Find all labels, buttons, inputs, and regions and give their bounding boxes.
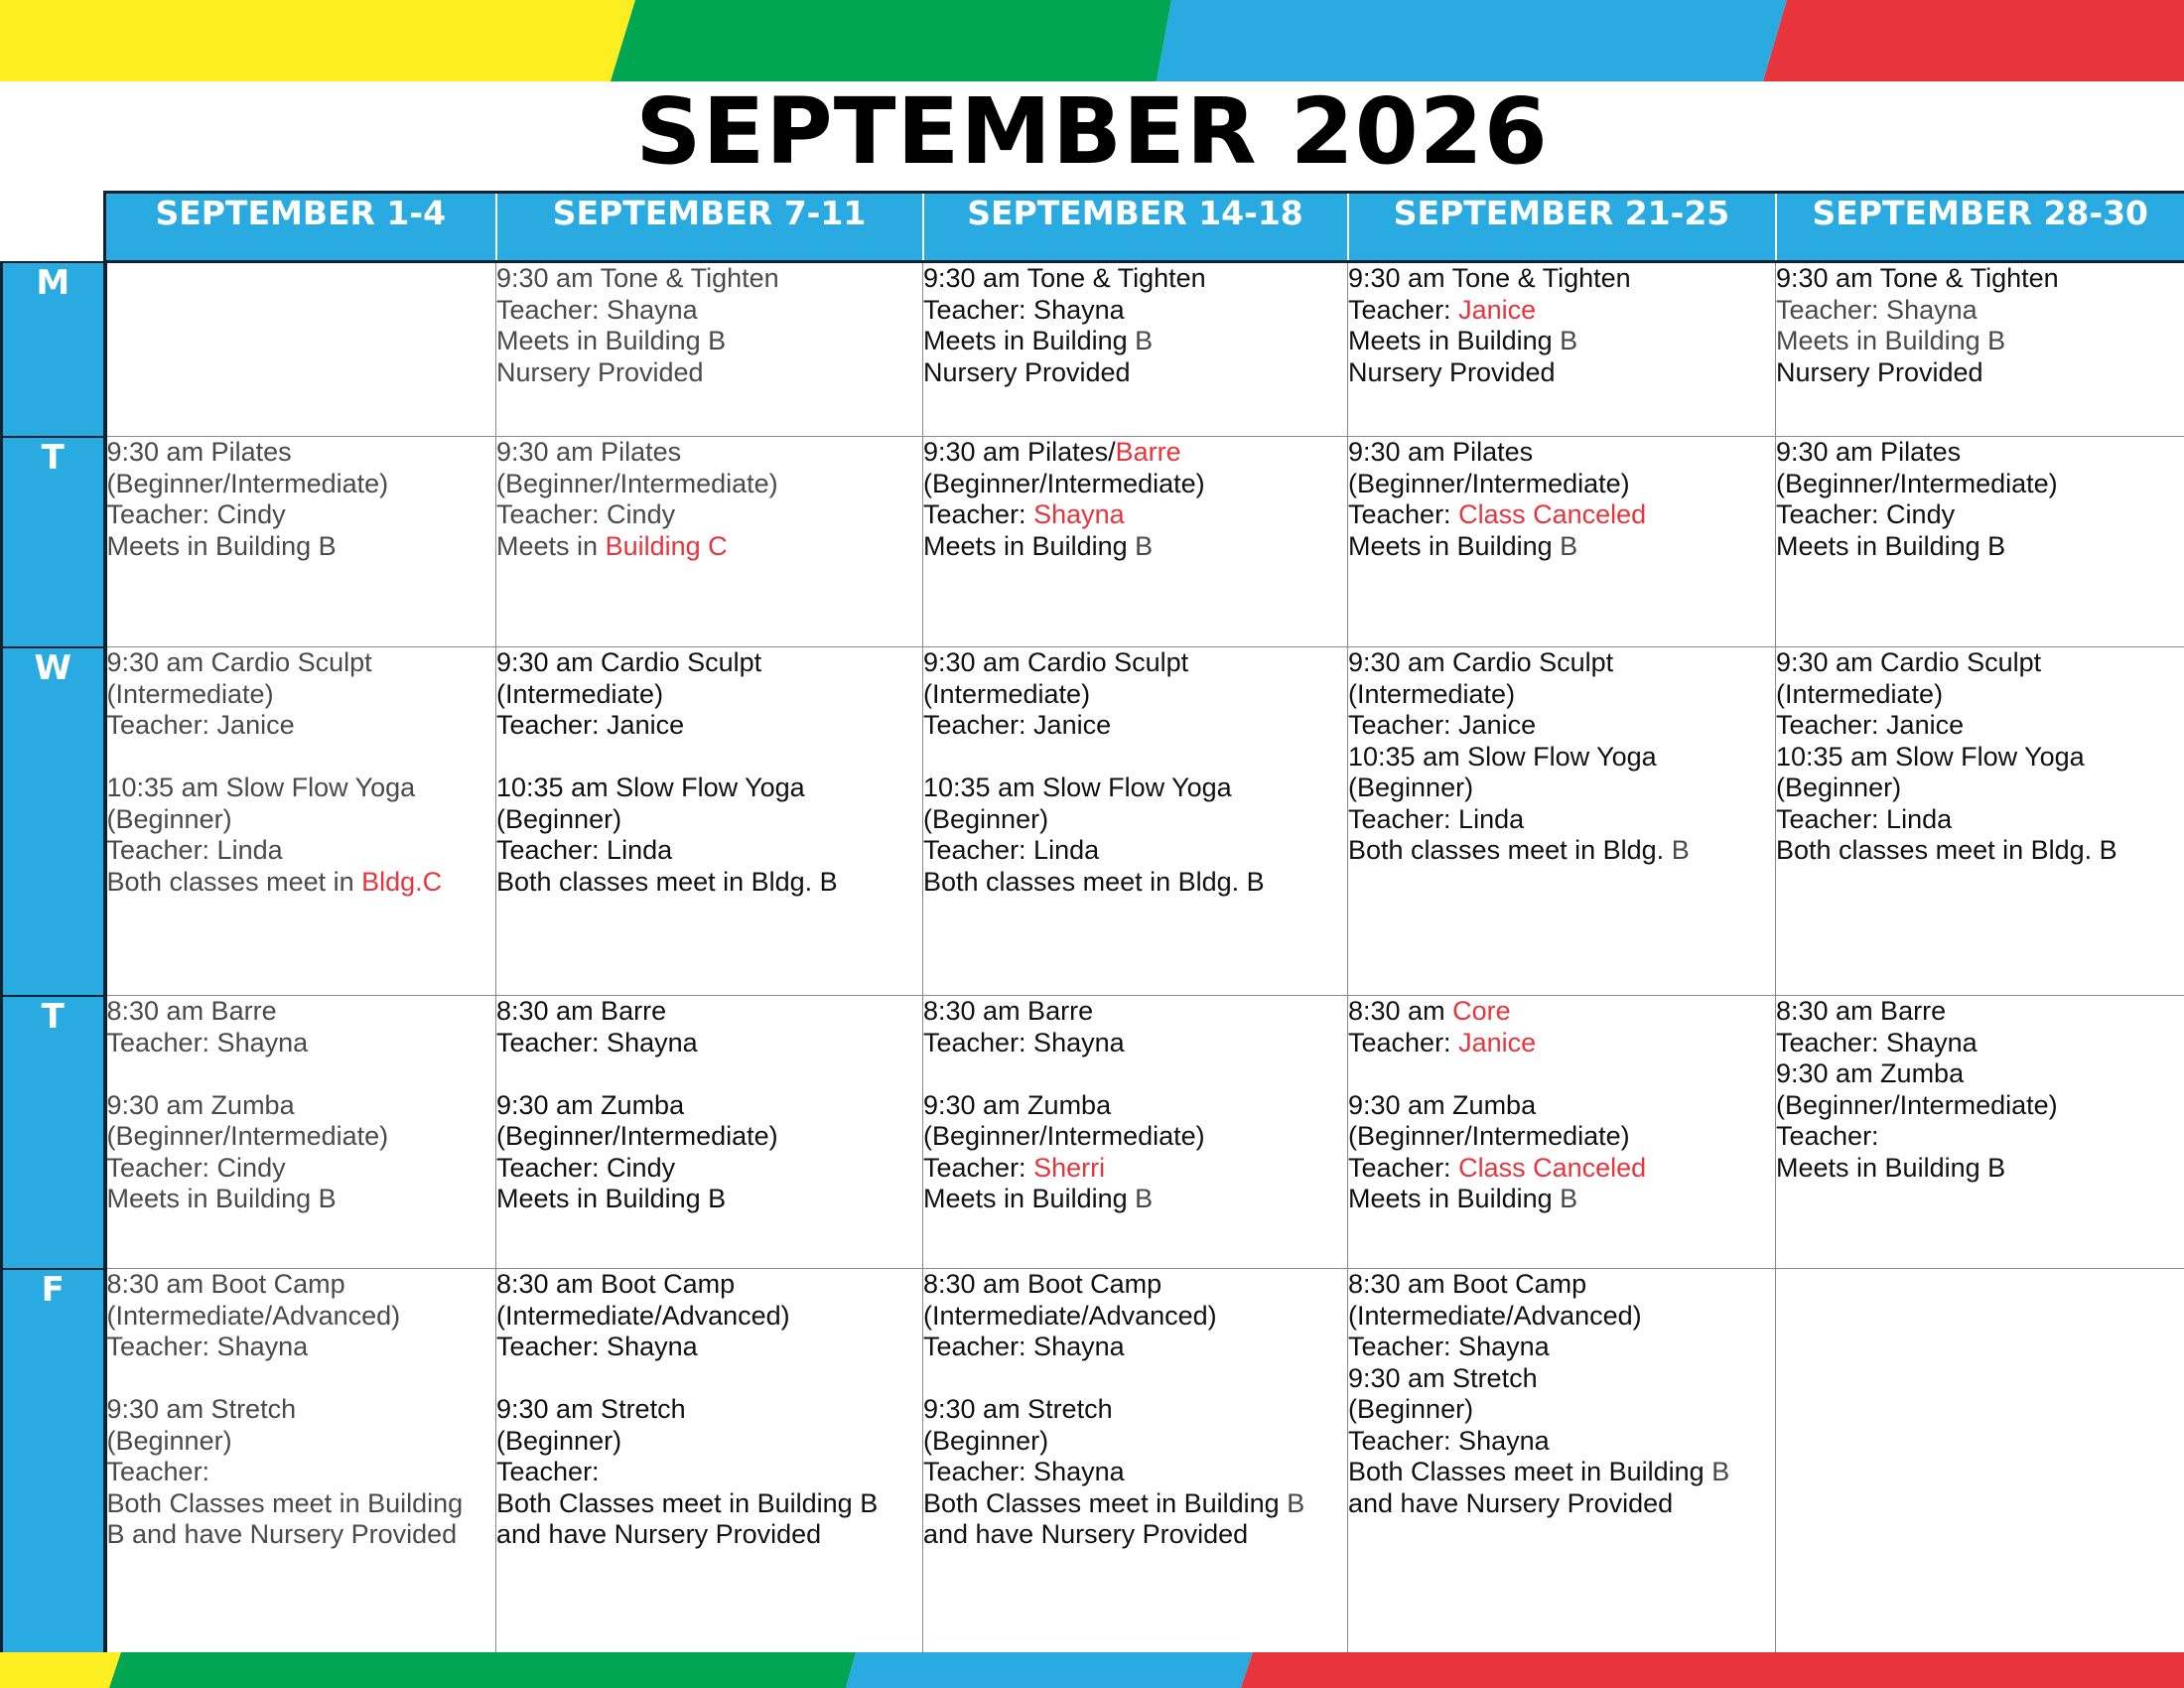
schedule-cell bbox=[1776, 647, 2184, 996]
teacher: Teacher: Shayna bbox=[1348, 1332, 1550, 1361]
teacher: Teacher: bbox=[496, 1457, 600, 1486]
teacher-label: Teacher: bbox=[1348, 1152, 1451, 1183]
level: (Intermediate) bbox=[1776, 678, 1944, 709]
spacer bbox=[923, 742, 1347, 774]
schedule-cell bbox=[923, 437, 1348, 647]
teacher bbox=[1348, 1153, 1775, 1185]
location-text: Meets in Building bbox=[1348, 530, 1553, 561]
teacher-label: Teacher: bbox=[1348, 499, 1451, 529]
teacher: Teacher: Shayna bbox=[496, 1027, 698, 1057]
location: Meets in Building B bbox=[106, 1184, 337, 1213]
schedule-cell bbox=[923, 647, 1348, 996]
level: (Beginner/Intermediate) bbox=[1776, 1089, 2058, 1120]
level: (Beginner) bbox=[106, 803, 232, 834]
level: (Beginner/Intermediate) bbox=[1776, 468, 2058, 498]
teacher: Teacher: Linda bbox=[106, 835, 283, 865]
location bbox=[1348, 835, 1775, 867]
spacer bbox=[107, 742, 496, 774]
teacher-change: Sherri bbox=[1033, 1152, 1106, 1183]
class-time: 9:30 am Zumba bbox=[1776, 1058, 1965, 1088]
teacher: Teacher: Linda bbox=[1776, 803, 1953, 834]
teacher bbox=[923, 1153, 1347, 1185]
class-time bbox=[1348, 996, 1775, 1028]
class-time: 9:30 am Zumba bbox=[1348, 1089, 1537, 1120]
class-time: 8:30 am Boot Camp bbox=[106, 1269, 345, 1299]
teacher: Teacher: Linda bbox=[923, 835, 1100, 865]
location: Both classes meet in Bldg. B bbox=[923, 866, 1265, 897]
location bbox=[1348, 326, 1775, 357]
day-row-monday bbox=[2, 262, 2184, 437]
teacher: Teacher: Shayna bbox=[1776, 1027, 1978, 1057]
location bbox=[107, 867, 496, 899]
schedule-cell bbox=[1348, 647, 1776, 996]
class-time: 9:30 am Stretch bbox=[496, 1394, 686, 1424]
class-time: 10:35 am Slow Flow Yoga bbox=[106, 773, 416, 802]
schedule-cell bbox=[496, 996, 923, 1269]
building-letter: B bbox=[1560, 530, 1578, 561]
level: (Intermediate) bbox=[923, 678, 1091, 709]
level: (Intermediate/Advanced) bbox=[496, 1300, 790, 1331]
teacher-label: Teacher: bbox=[1348, 294, 1451, 325]
teacher: Teacher: Cindy bbox=[1776, 499, 1956, 529]
schedule-cell bbox=[496, 262, 923, 437]
location: Meets in Building B bbox=[1776, 1152, 2006, 1183]
schedule-cell bbox=[496, 1269, 923, 1656]
class-time: 9:30 am Pilates bbox=[496, 437, 682, 467]
location: Meets in Building B bbox=[1776, 326, 2006, 355]
spacer bbox=[496, 742, 922, 774]
teacher: Teacher: Shayna bbox=[923, 1332, 1125, 1361]
spacer bbox=[107, 1363, 496, 1395]
week-header: SEPTEMBER 1-4 bbox=[105, 193, 496, 262]
level: (Beginner) bbox=[496, 803, 622, 834]
cancel-notice: Class Canceled bbox=[1458, 1152, 1647, 1183]
level: (Beginner) bbox=[496, 1425, 622, 1456]
teacher: Teacher: bbox=[1776, 1121, 1879, 1151]
class-time: 9:30 am Cardio Sculpt bbox=[923, 647, 1189, 677]
class-change: Barre bbox=[1115, 437, 1181, 467]
teacher-label: Teacher: bbox=[923, 499, 1026, 529]
location: Both classes meet in Bldg. B bbox=[496, 866, 838, 897]
teacher: Teacher: Janice bbox=[106, 710, 295, 740]
teacher: Teacher: Linda bbox=[1348, 803, 1525, 834]
teacher: Teacher: bbox=[106, 1457, 210, 1486]
location-text: Meets in bbox=[496, 530, 599, 561]
band-red bbox=[1241, 1652, 2184, 1688]
location: Meets in Building B bbox=[106, 530, 337, 561]
location bbox=[1348, 1184, 1775, 1215]
schedule-cell bbox=[105, 996, 496, 1269]
level: (Beginner) bbox=[923, 1425, 1049, 1456]
location bbox=[1348, 531, 1775, 563]
band-blue bbox=[846, 1652, 1253, 1688]
schedule-cell bbox=[1348, 437, 1776, 647]
schedule-cell bbox=[923, 1269, 1348, 1656]
note: Nursery Provided bbox=[496, 356, 704, 387]
schedule-cell bbox=[1776, 437, 2184, 647]
teacher-change: Janice bbox=[1458, 294, 1537, 325]
building-letter: B bbox=[1560, 1184, 1578, 1213]
teacher: Teacher: Janice bbox=[1776, 710, 1965, 740]
schedule-cell bbox=[496, 437, 923, 647]
class-time: 10:35 am Slow Flow Yoga bbox=[923, 773, 1232, 802]
class-time: 10:35 am Slow Flow Yoga bbox=[496, 773, 805, 802]
schedule-cell bbox=[105, 437, 496, 647]
teacher-change: Janice bbox=[1458, 1027, 1537, 1057]
day-label: T bbox=[2, 996, 105, 1269]
spacer bbox=[1348, 1058, 1775, 1090]
teacher: Teacher: Cindy bbox=[106, 1152, 286, 1183]
schedule-cell bbox=[1776, 996, 2184, 1269]
schedule-cell bbox=[1348, 1269, 1776, 1656]
level: (Beginner/Intermediate) bbox=[1348, 1121, 1630, 1151]
location bbox=[923, 531, 1347, 563]
location-text: Meets in Building bbox=[1348, 1184, 1553, 1213]
class-time: 9:30 am Cardio Sculpt bbox=[106, 647, 372, 677]
teacher: Teacher: Shayna bbox=[106, 1332, 309, 1361]
note: Nursery Provided bbox=[923, 356, 1131, 387]
class-time: 9:30 am Zumba bbox=[496, 1089, 685, 1120]
level: (Intermediate/Advanced) bbox=[923, 1300, 1217, 1331]
teacher: Teacher: Shayna bbox=[923, 1457, 1125, 1486]
class-time: 9:30 am Zumba bbox=[923, 1089, 1112, 1120]
day-label: M bbox=[2, 262, 105, 437]
teacher: Teacher: Shayna bbox=[496, 294, 698, 325]
location: Both Classes meet in Building bbox=[106, 1487, 464, 1518]
schedule-cell bbox=[496, 647, 923, 996]
location bbox=[923, 1184, 1347, 1215]
schedule-table bbox=[0, 191, 2184, 1656]
building-letter: B bbox=[1711, 1457, 1730, 1486]
class-time: 9:30 am Tone & Tighten bbox=[496, 263, 779, 293]
teacher: Teacher: Janice bbox=[923, 710, 1112, 740]
location-text: Meets in Building bbox=[923, 530, 1128, 561]
level: (Beginner/Intermediate) bbox=[923, 1121, 1205, 1151]
teacher: Teacher: Cindy bbox=[106, 499, 286, 529]
class-time: 8:30 am Barre bbox=[106, 996, 277, 1026]
schedule-cell-empty bbox=[1776, 1269, 2184, 1656]
class-time: 8:30 am Barre bbox=[496, 996, 667, 1026]
teacher bbox=[1348, 499, 1775, 531]
teacher: Teacher: Shayna bbox=[496, 1332, 698, 1361]
teacher: Teacher: Cindy bbox=[496, 499, 676, 529]
spacer bbox=[496, 1058, 922, 1090]
class-time: 9:30 am Stretch bbox=[1348, 1362, 1538, 1393]
schedule-cell bbox=[105, 647, 496, 996]
teacher bbox=[923, 499, 1347, 531]
location bbox=[496, 531, 922, 563]
level: (Intermediate/Advanced) bbox=[106, 1300, 401, 1331]
class-time-text: 9:30 am Pilates/ bbox=[923, 437, 1116, 467]
location: Meets in Building B bbox=[1776, 530, 2006, 561]
level: (Beginner/Intermediate) bbox=[496, 1121, 778, 1151]
teacher: Teacher: Janice bbox=[496, 710, 685, 740]
level: (Beginner) bbox=[1776, 773, 1902, 802]
class-time: 8:30 am Barre bbox=[923, 996, 1094, 1026]
location: and have Nursery Provided bbox=[496, 1519, 822, 1549]
level: (Beginner) bbox=[1348, 1394, 1474, 1424]
week-header-row bbox=[2, 193, 2184, 262]
class-time: 9:30 am Cardio Sculpt bbox=[1348, 647, 1614, 677]
band-yellow bbox=[0, 0, 635, 81]
day-row-wednesday bbox=[2, 647, 2184, 996]
location-change: Building C bbox=[605, 530, 728, 561]
note: Nursery Provided bbox=[1776, 356, 1983, 387]
band-green bbox=[611, 0, 1171, 81]
bottom-color-band bbox=[0, 1652, 2184, 1688]
teacher: Teacher: Shayna bbox=[1348, 1425, 1550, 1456]
schedule-cell-empty bbox=[105, 262, 496, 437]
location bbox=[923, 326, 1347, 357]
schedule-cell bbox=[923, 996, 1348, 1269]
location: Meets in Building B bbox=[496, 1184, 727, 1213]
location bbox=[923, 1488, 1347, 1520]
schedule-cell bbox=[1348, 996, 1776, 1269]
day-label: F bbox=[2, 1269, 105, 1656]
location-change: Bldg.C bbox=[361, 866, 443, 897]
location: Meets in Building B bbox=[496, 326, 727, 355]
class-time bbox=[923, 437, 1347, 469]
level: (Beginner/Intermediate) bbox=[1348, 468, 1630, 498]
location-text: Meets in Building bbox=[1348, 326, 1553, 355]
week-header: SEPTEMBER 28-30 bbox=[1776, 193, 2184, 262]
teacher: Teacher: Cindy bbox=[496, 1152, 676, 1183]
cancel-notice: Class Canceled bbox=[1458, 499, 1647, 529]
building-letter: B bbox=[1135, 530, 1154, 561]
location-text: Both classes meet in bbox=[106, 866, 354, 897]
spacer bbox=[107, 1058, 496, 1090]
class-time: 9:30 am Pilates bbox=[106, 437, 292, 467]
band-yellow bbox=[0, 1652, 121, 1688]
class-time: 9:30 am Cardio Sculpt bbox=[496, 647, 762, 677]
building-letter: B bbox=[1135, 326, 1154, 355]
location-text: Meets in Building bbox=[923, 1184, 1128, 1213]
schedule-cell bbox=[1776, 262, 2184, 437]
teacher: Teacher: Shayna bbox=[1776, 294, 1978, 325]
week-header: SEPTEMBER 14-18 bbox=[923, 193, 1348, 262]
band-green bbox=[109, 1652, 856, 1688]
band-blue bbox=[1157, 0, 1787, 81]
day-row-tuesday bbox=[2, 437, 2184, 647]
class-time: 10:35 am Slow Flow Yoga bbox=[1348, 741, 1657, 772]
level: (Beginner/Intermediate) bbox=[496, 468, 778, 498]
level: (Intermediate/Advanced) bbox=[1348, 1300, 1642, 1331]
location-text: Meets in Building bbox=[923, 326, 1128, 355]
class-time: 9:30 am Tone & Tighten bbox=[923, 263, 1206, 293]
class-time: 9:30 am Stretch bbox=[923, 1394, 1113, 1424]
building-letter: B bbox=[1560, 326, 1578, 355]
building-letter: B bbox=[1135, 1184, 1154, 1213]
teacher-label: Teacher: bbox=[1348, 1027, 1451, 1057]
level: (Beginner/Intermediate) bbox=[923, 468, 1205, 498]
band-red bbox=[1763, 0, 2184, 81]
teacher bbox=[1348, 295, 1775, 327]
building-letter: B bbox=[1287, 1487, 1305, 1518]
header-corner bbox=[2, 193, 105, 262]
teacher-change: Shayna bbox=[1033, 499, 1125, 529]
location: B and have Nursery Provided bbox=[106, 1519, 458, 1549]
class-time-text: 8:30 am bbox=[1348, 996, 1445, 1026]
building-letter: B bbox=[1671, 835, 1690, 865]
week-header: SEPTEMBER 21-25 bbox=[1348, 193, 1776, 262]
teacher: Teacher: Shayna bbox=[923, 1027, 1125, 1057]
day-label: W bbox=[2, 647, 105, 996]
schedule-cell bbox=[923, 262, 1348, 437]
teacher-label: Teacher: bbox=[923, 1152, 1026, 1183]
teacher: Teacher: Linda bbox=[496, 835, 673, 865]
class-time: 8:30 am Barre bbox=[1776, 996, 1947, 1026]
class-time: 9:30 am Tone & Tighten bbox=[1348, 263, 1631, 293]
class-time: 8:30 am Boot Camp bbox=[1348, 1269, 1587, 1299]
level: (Beginner/Intermediate) bbox=[106, 468, 389, 498]
level: (Beginner/Intermediate) bbox=[106, 1121, 389, 1151]
location bbox=[1348, 1457, 1775, 1488]
week-header: SEPTEMBER 7-11 bbox=[496, 193, 923, 262]
spacer bbox=[496, 1363, 922, 1395]
location: Both classes meet in Bldg. B bbox=[1776, 835, 2117, 865]
teacher bbox=[1348, 1028, 1775, 1059]
class-time: 9:30 am Stretch bbox=[106, 1394, 297, 1424]
class-time: 9:30 am Pilates bbox=[1776, 437, 1962, 467]
location: and have Nursery Provided bbox=[923, 1519, 1249, 1549]
teacher: Teacher: Janice bbox=[1348, 710, 1537, 740]
location-text: Both Classes meet in Building bbox=[1348, 1457, 1705, 1486]
level: (Intermediate) bbox=[496, 678, 664, 709]
page-title: SEPTEMBER 2026 bbox=[635, 78, 1549, 185]
day-row-friday bbox=[2, 1269, 2184, 1656]
day-row-thursday bbox=[2, 996, 2184, 1269]
spacer bbox=[923, 1058, 1347, 1090]
level: (Beginner) bbox=[106, 1425, 232, 1456]
class-change: Core bbox=[1452, 996, 1511, 1026]
level: (Intermediate) bbox=[106, 678, 274, 709]
level: (Intermediate) bbox=[1348, 678, 1516, 709]
location: Both Classes meet in Building B bbox=[496, 1487, 879, 1518]
class-time: 9:30 am Zumba bbox=[106, 1089, 295, 1120]
class-time: 8:30 am Boot Camp bbox=[496, 1269, 736, 1299]
location-text: Both classes meet in Bldg. bbox=[1348, 835, 1665, 865]
class-time: 8:30 am Boot Camp bbox=[923, 1269, 1162, 1299]
schedule-cell bbox=[1348, 262, 1776, 437]
day-label: T bbox=[2, 437, 105, 647]
schedule-cell bbox=[105, 1269, 496, 1656]
teacher: Teacher: Shayna bbox=[106, 1027, 309, 1057]
level: (Beginner) bbox=[923, 803, 1049, 834]
teacher: Teacher: Shayna bbox=[923, 294, 1125, 325]
class-time: 9:30 am Pilates bbox=[1348, 437, 1534, 467]
location-text: Both Classes meet in Building bbox=[923, 1487, 1280, 1518]
location: and have Nursery Provided bbox=[1348, 1487, 1674, 1518]
note: Nursery Provided bbox=[1348, 356, 1556, 387]
level: (Beginner) bbox=[1348, 773, 1474, 802]
class-time: 9:30 am Tone & Tighten bbox=[1776, 263, 2059, 293]
class-time: 9:30 am Cardio Sculpt bbox=[1776, 647, 2042, 677]
spacer bbox=[923, 1363, 1347, 1395]
top-color-band bbox=[0, 0, 2184, 81]
class-time: 10:35 am Slow Flow Yoga bbox=[1776, 741, 2085, 772]
